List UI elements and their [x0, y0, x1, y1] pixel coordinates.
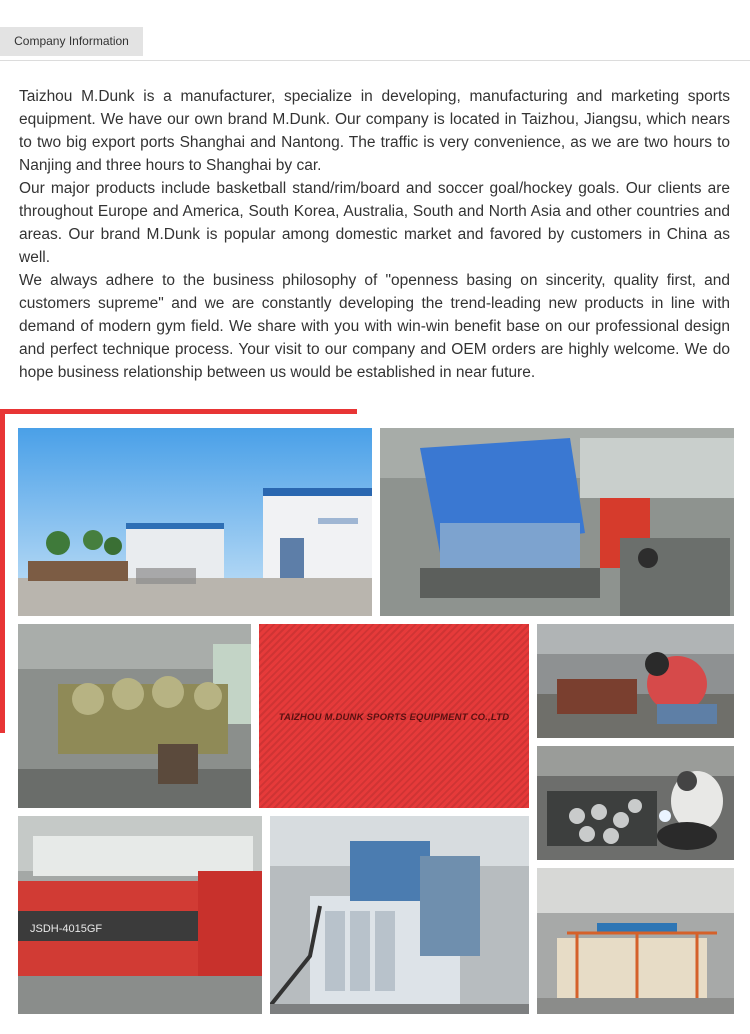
- accent-line-horizontal: [0, 409, 357, 414]
- intro-paragraph: Taizhou M.Dunk is a manufacturer, specialize in developing, manufacturing and marketing sports equipment. We have our own brand M.Dunk. Our company is located in Taizhou, Jiangsu, which nears to two big export ports Shanghai and Nantong. The traffic is very convenience, as we are two hours to Nanjing and three hours to Shanghai by car.: [19, 88, 730, 174]
- accent-line-vertical: [0, 409, 5, 733]
- photo-coating-line: [537, 868, 734, 1014]
- photo-worker-assembly: [537, 624, 734, 738]
- brand-banner: [259, 624, 529, 808]
- photo-factory-exterior: [18, 428, 372, 616]
- intro-paragraph: Our major products include basketball stand/rim/board and soccer goal/hockey goals. Our clients are throughout Europe and America, South Korea, Australia, South and North Asia and other countries and areas. Our brand M.Dunk is popular among domestic market and favored by customers in China as well.: [19, 180, 730, 266]
- company-intro: [19, 85, 730, 384]
- tab-bar: [0, 0, 750, 61]
- photo-punch-presses: [18, 624, 251, 808]
- photo-laser-cutter: [18, 816, 262, 1014]
- machine-label: JSDH-4015GF: [30, 923, 103, 935]
- intro-paragraph: We always adhere to the business philosophy of "openness basing on sincerity, quality first, and customers supreme" and we are constantly developing the trend-leading new products in line with demand of modern gym field. We share with you with win-win benefit base on our professional design and perfect technique process. Your visit to our company and OEM orders are highly welcome. We do hope business relationship between us would be established in near future.: [19, 272, 730, 381]
- photo-press-brake: [380, 428, 734, 616]
- tab-company-information[interactable]: Company Information: [0, 27, 143, 56]
- company-name: TAIZHOU M.DUNK SPORTS EQUIPMENT CO.,LTD: [278, 711, 510, 723]
- photo-molding-machine: [270, 816, 529, 1014]
- photo-welding: [537, 746, 734, 860]
